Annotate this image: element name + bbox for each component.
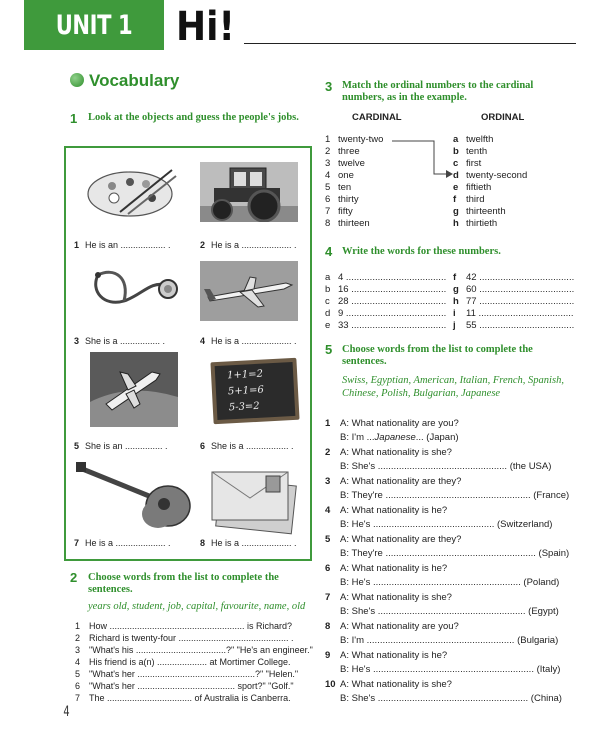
s5-q-7: 7 A: What nationality is she? xyxy=(325,592,452,603)
example-answer: Japanese xyxy=(374,432,416,443)
s2-item-5: 5 "What's her ...............................................?" "Helen." xyxy=(75,669,299,679)
s5-q-2: 2 A: What nationality is she? xyxy=(325,447,452,458)
pictures-box xyxy=(64,146,312,561)
s5-q-4: 4 A: What nationality is he? xyxy=(325,505,448,516)
s4-item-e: e 33 .................................... xyxy=(325,320,447,331)
section3-number: 3 xyxy=(325,79,333,94)
s4-item-c: c 28 .................................... xyxy=(325,296,447,307)
title-rule xyxy=(244,43,576,44)
caption-2: 2 He is a .................... . xyxy=(200,240,297,250)
chalkboard-line-3: 5-3=2 xyxy=(228,400,260,414)
s5-a-1: B: I'm ...Japanese... (Japan) xyxy=(340,432,459,443)
section5-wordlist: Swiss, Egyptian, American, Italian, French, Spanish, Chinese, Polish, Bulgarian, Japanese xyxy=(342,375,564,399)
caption-5: 5 She is an ............... . xyxy=(74,441,168,451)
s5-a-3: B: They're ....................................................... (France) xyxy=(340,490,570,501)
cardinal-4: 4 one xyxy=(325,170,354,181)
s4-item-h: h 77 .................................... xyxy=(453,296,575,307)
s2-item-6: 6 "What's her ....................................... sport?" "Golf." xyxy=(75,681,294,691)
s4-item-a: a 4 ...................................... xyxy=(325,272,447,283)
s5-a-9: B: He's ............................................................. (Italy) xyxy=(340,664,561,675)
caption-4: 4 He is a .................... . xyxy=(200,336,297,346)
caption-6: 6 She is a ................. . xyxy=(200,441,294,451)
cardinal-6: 6 thirty xyxy=(325,194,359,205)
caption-7: 7 He is a .................... . xyxy=(74,538,171,548)
chalkboard-line-2: 5+1=6 xyxy=(227,384,265,398)
s5-q-3: 3 A: What nationality are they? xyxy=(325,476,462,487)
vocabulary-heading xyxy=(70,71,179,91)
s4-item-g: g 60 .................................... xyxy=(453,284,575,295)
caption-1: 1 He is an .................. . xyxy=(74,240,171,250)
vocabulary-heading-text: Vocabulary xyxy=(89,71,180,90)
page-title: Hi! xyxy=(176,4,235,50)
s5-q-1: 1 A: What nationality are you? xyxy=(325,418,459,429)
ordinal-b: b tenth xyxy=(453,146,488,157)
bullet-icon xyxy=(70,73,84,87)
s2-item-4: 4 His friend is a(n) .................... at Mortimer College. xyxy=(75,657,291,667)
s5-a-7: B: She's ........................................................ (Egypt) xyxy=(340,606,559,617)
section2-wordlist: years old, student, job, capital, favourite, name, old xyxy=(88,601,306,612)
s5-q-8: 8 A: What nationality are you? xyxy=(325,621,459,632)
s5-q-5: 5 A: What nationality are they? xyxy=(325,534,462,545)
guitar-picture xyxy=(76,456,194,536)
page-number: 4 xyxy=(63,704,70,720)
ordinal-a: a twelfth xyxy=(453,134,494,145)
envelopes-picture xyxy=(208,464,300,536)
s5-q-9: 9 A: What nationality is he? xyxy=(325,650,448,661)
s2-item-7: 7 The .................................. of Australia is Canberra. xyxy=(75,693,291,703)
s5-a-4: B: He's .............................................. (Switzerland) xyxy=(340,519,553,530)
chalkboard-line-1: 1+1=2 xyxy=(226,368,264,382)
section3-instruction: Match the ordinal numbers to the cardinal numbers, as in the example. xyxy=(342,80,534,103)
space-shuttle-picture xyxy=(90,352,178,427)
s4-item-f: f 42 .................................... xyxy=(453,272,575,283)
cardinal-8: 8 thirteen xyxy=(325,218,370,229)
s4-item-d: d 9 ...................................... xyxy=(325,308,447,319)
s5-a-5: B: They're ......................................................... (Spain) xyxy=(340,548,570,559)
ordinal-h: h thirtieth xyxy=(453,218,498,229)
cardinal-1: 1 twenty-two xyxy=(325,134,384,145)
cardinal-3: 3 twelve xyxy=(325,158,365,169)
section2-number: 2 xyxy=(70,570,78,585)
s2-item-2: 2 Richard is twenty-four ............................................ . xyxy=(75,633,294,643)
ordinal-e: e fiftieth xyxy=(453,182,492,193)
example-match-arrow xyxy=(390,136,460,182)
cardinal-2: 2 three xyxy=(325,146,360,157)
s5-a-10: B: She's ......................................................... (China) xyxy=(340,693,562,704)
s2-item-3: 3 "What's his ....................................?" "He's an engineer." xyxy=(75,645,313,655)
cardinal-5: 5 ten xyxy=(325,182,352,193)
cardinal-7: 7 fifty xyxy=(325,206,353,217)
ordinal-d: d twenty-second xyxy=(453,170,528,181)
unit-label: UNIT 1 xyxy=(55,10,133,41)
tractor-picture xyxy=(200,162,298,222)
section4-instruction: Write the words for these numbers. xyxy=(342,246,501,257)
ordinal-f: f third xyxy=(453,194,485,205)
stethoscope-picture xyxy=(84,261,182,321)
chalkboard-picture xyxy=(210,358,299,424)
ordinal-header: ORDINAL xyxy=(481,112,525,123)
cardinal-header: CARDINAL xyxy=(352,112,402,123)
s5-q-6: 6 A: What nationality is he? xyxy=(325,563,448,574)
s4-item-b: b 16 .................................... xyxy=(325,284,447,295)
caption-8: 8 He is a .................... . xyxy=(200,538,297,548)
s5-a-6: B: He's ........................................................ (Poland) xyxy=(340,577,560,588)
section5-number: 5 xyxy=(325,342,333,357)
s2-item-1: 1 How ...................................................... is Richard? xyxy=(75,621,293,631)
s5-a-8: B: I'm ........................................................ (Bulgaria) xyxy=(340,635,559,646)
s5-a-2: B: She's ................................................. (the USA) xyxy=(340,461,552,472)
section1-number: 1 xyxy=(70,111,78,126)
section2-instruction: Choose words from the list to complete the sentences. xyxy=(88,572,279,595)
airplane-picture xyxy=(200,261,298,321)
section1-instruction: Look at the objects and guess the people's jobs. xyxy=(88,112,299,123)
section4-number: 4 xyxy=(325,244,333,259)
caption-3: 3 She is a ................ . xyxy=(74,336,166,346)
section5-instruction: Choose words from the list to complete the sentences. xyxy=(342,344,533,367)
ordinal-g: g thirteenth xyxy=(453,206,506,217)
s4-item-i: i 11 .................................... xyxy=(453,308,574,319)
s4-item-j: j 55 .................................... xyxy=(453,320,575,331)
s5-q-10: 10 A: What nationality is she? xyxy=(325,679,452,690)
ordinal-c: c first xyxy=(453,158,482,169)
palette-picture xyxy=(84,162,182,222)
